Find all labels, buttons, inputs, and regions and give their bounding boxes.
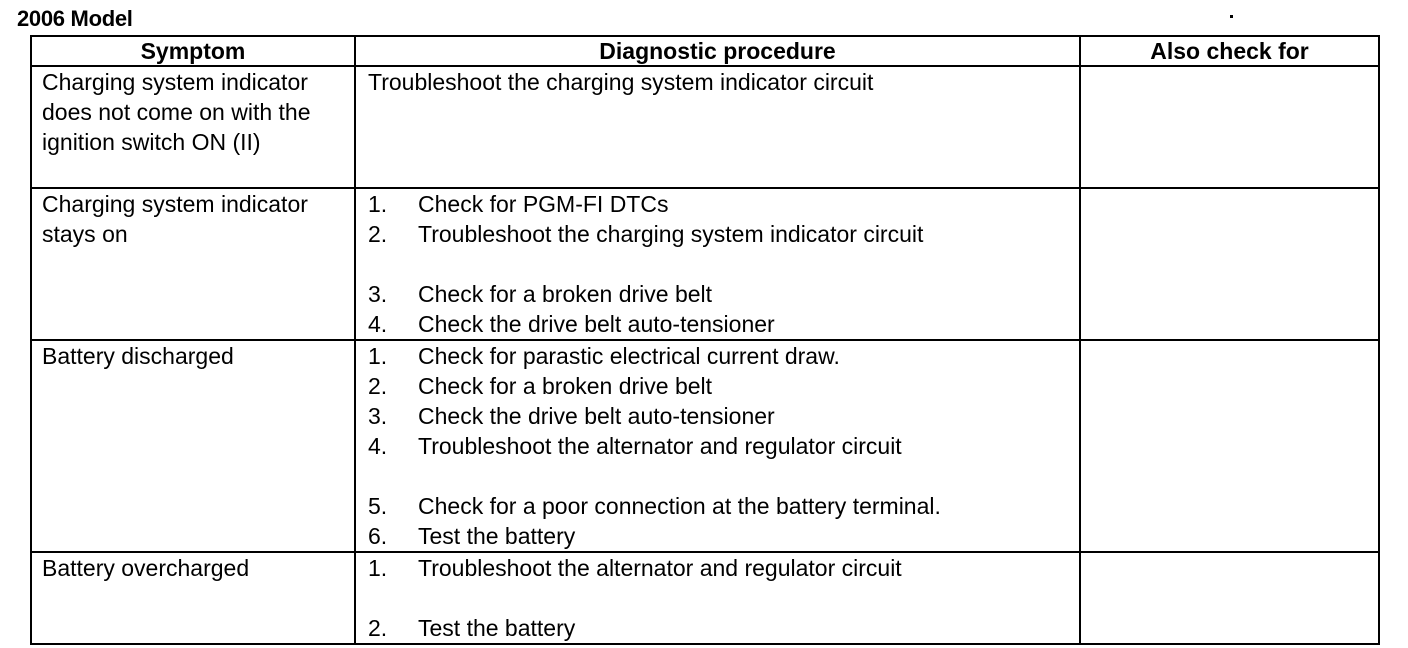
step-text: Test the battery — [418, 615, 576, 641]
step-text: Check for a broken drive belt — [418, 281, 713, 307]
table-row — [31, 188, 1379, 340]
column-header-symptom: Symptom — [31, 36, 355, 66]
step-number: 1. — [368, 343, 388, 369]
step-number: 3. — [368, 281, 388, 307]
procedure-cell — [355, 188, 1080, 340]
procedure-step — [368, 431, 1079, 461]
step-text: Check the drive belt auto-tensioner — [418, 311, 775, 337]
step-text: Check for a broken drive belt — [418, 373, 713, 399]
step-text: Test the battery — [418, 523, 576, 549]
column-header-procedure: Diagnostic procedure — [355, 36, 1080, 66]
step-number: 3. — [368, 403, 388, 429]
step-number: 2. — [368, 615, 388, 641]
also-check-cell — [1080, 340, 1379, 552]
symptom-cell: Charging system indicator stays on — [31, 188, 355, 340]
symptom-cell: Charging system indicator does not come on with the ignition switch ON (II) — [31, 66, 355, 188]
step-text: Check for parastic electrical current draw. — [418, 343, 840, 369]
procedure-cell — [355, 552, 1080, 644]
procedure-step — [368, 553, 1079, 583]
page-title: 2006 Model — [17, 6, 133, 31]
procedure-step — [368, 309, 1079, 339]
symptom-cell: Battery overcharged — [31, 552, 355, 644]
column-header-also-check: Also check for — [1080, 36, 1379, 66]
procedure-step — [368, 341, 1079, 371]
procedure-step — [368, 371, 1079, 401]
step-number: 1. — [368, 191, 388, 217]
also-check-cell — [1080, 552, 1379, 644]
procedure-step — [368, 401, 1079, 431]
symptom-cell: Battery discharged — [31, 340, 355, 552]
also-check-cell — [1080, 188, 1379, 340]
procedure-cell — [355, 66, 1080, 188]
step-text: Check for PGM-FI DTCs — [418, 191, 669, 217]
procedure-step — [368, 521, 1079, 551]
header-row — [31, 36, 1379, 66]
diagnostic-table — [30, 35, 1380, 645]
step-number: 2. — [368, 221, 388, 247]
step-number: 4. — [368, 311, 388, 337]
step-number: 6. — [368, 523, 388, 549]
procedure-text: Troubleshoot the charging system indicator circuit — [368, 69, 874, 95]
procedure-step — [368, 279, 1079, 309]
table-row — [31, 340, 1379, 552]
step-text: Troubleshoot the charging system indicator circuit — [418, 221, 924, 247]
step-number: 2. — [368, 373, 388, 399]
step-number: 1. — [368, 555, 388, 581]
procedure-step — [368, 613, 1079, 643]
table-row — [31, 66, 1379, 188]
step-number: 5. — [368, 493, 388, 519]
step-text: Troubleshoot the alternator and regulator circuit — [418, 433, 902, 459]
procedure-step — [368, 219, 1079, 249]
procedure-step — [368, 491, 1079, 521]
procedure-step — [368, 189, 1079, 219]
stray-dot-mark — [1230, 15, 1233, 18]
also-check-cell — [1080, 66, 1379, 188]
step-text: Check for a poor connection at the battery terminal. — [418, 493, 941, 519]
table-row — [31, 552, 1379, 644]
step-number: 4. — [368, 433, 388, 459]
procedure-cell — [355, 340, 1080, 552]
step-text: Troubleshoot the alternator and regulator circuit — [418, 555, 902, 581]
step-text: Check the drive belt auto-tensioner — [418, 403, 775, 429]
